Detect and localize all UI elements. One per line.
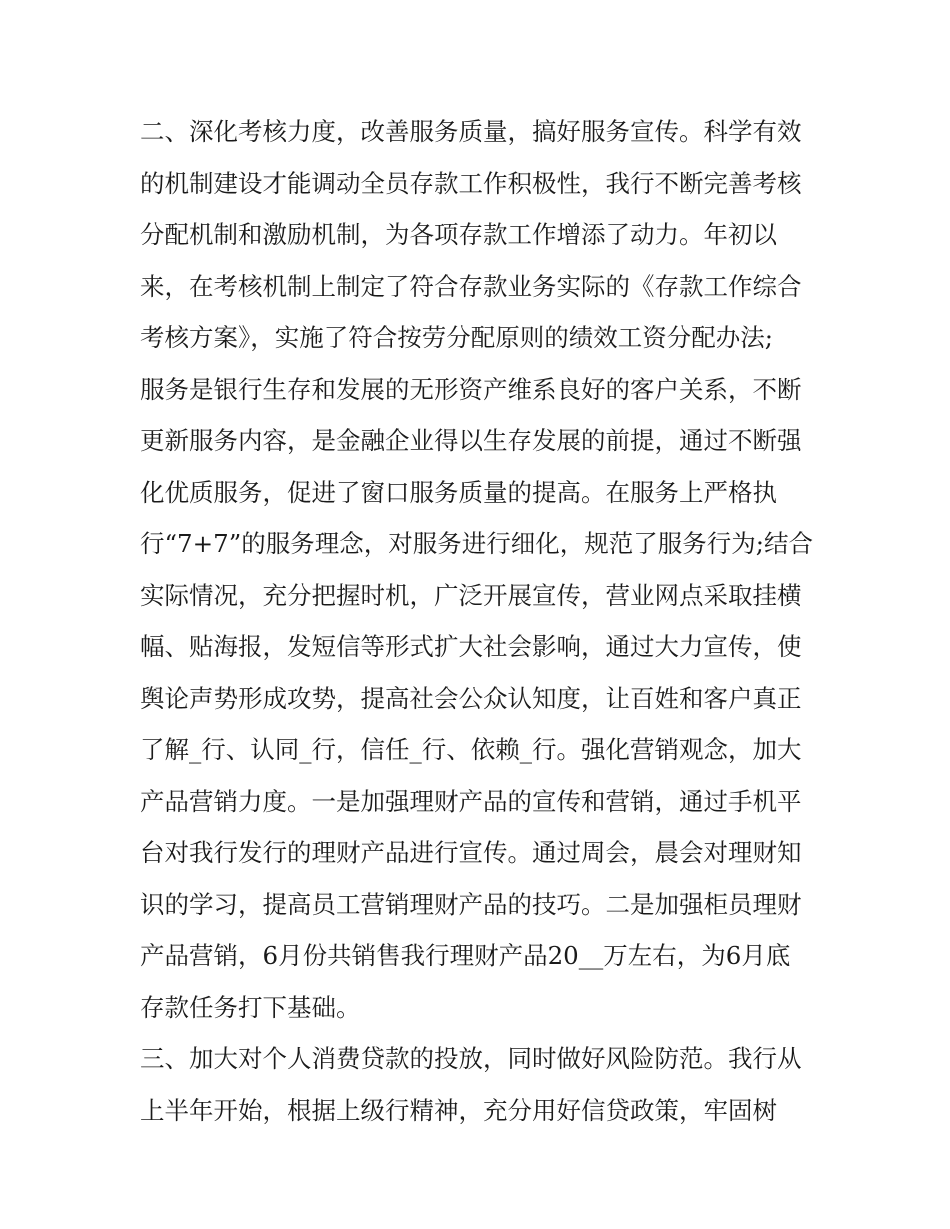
text-line: 考核方案》，实施了符合按劳分配原则的绩效工资分配办法;	[140, 323, 774, 352]
text-line: 舆论声势形成攻势，提高社会公众认知度，让百姓和客户真正	[140, 683, 802, 713]
text-line: 化优质服务，促进了窗口服务质量的提高。在服务上严格执	[140, 477, 777, 507]
text-line: 幅、贴海报，发短信等形式扩大社会影响，通过大力宣传，使	[140, 632, 802, 661]
text-line: 行“7+7”的服务理念，对服务进行细化，规范了服务行为;结合	[140, 529, 814, 558]
text-line: 实际情况，充分把握时机，广泛开展宣传，营业网点采取挂横	[140, 580, 802, 610]
text-line: 来，在考核机制上制定了符合存款业务实际的《存款工作综合	[140, 271, 802, 301]
text-line: 台对我行发行的理财产品进行宣传。通过周会，晨会对理财知	[140, 838, 802, 867]
text-line: 产品营销，6月份共销售我行理财产品20__万左右，为6月底	[140, 941, 791, 970]
text-line: 产品营销力度。一是加强理财产品的宣传和营销，通过手机平	[140, 786, 802, 816]
text-line: 服务是银行生存和发展的无形资产维系良好的客户关系，不断	[140, 374, 802, 404]
text-line: 存款任务打下基础。	[140, 992, 361, 1022]
text-line: 识的学习，提高员工营销理财产品的技巧。二是加强柜员理财	[140, 889, 802, 919]
text-line: 了解_行、认同_行，信任_行、依赖_行。强化营销观念，加大	[140, 735, 802, 764]
text-line: 分配机制和激励机制，为各项存款工作增添了动力。年初以	[140, 220, 777, 249]
text-line: 上半年开始，根据上级行精神，充分用好信贷政策，牢固树	[140, 1095, 777, 1125]
text-line: 的机制建设才能调动全员存款工作积极性，我行不断完善考核	[140, 168, 802, 198]
text-line: 二、深化考核力度，改善服务质量，搞好服务宣传。科学有效	[140, 117, 802, 146]
text-line: 更新服务内容，是金融企业得以生存发展的前提，通过不断强	[140, 426, 802, 455]
text-line: 三、加大对个人消费贷款的投放，同时做好风险防范。我行从	[140, 1044, 802, 1073]
body-text	[140, 106, 820, 1136]
